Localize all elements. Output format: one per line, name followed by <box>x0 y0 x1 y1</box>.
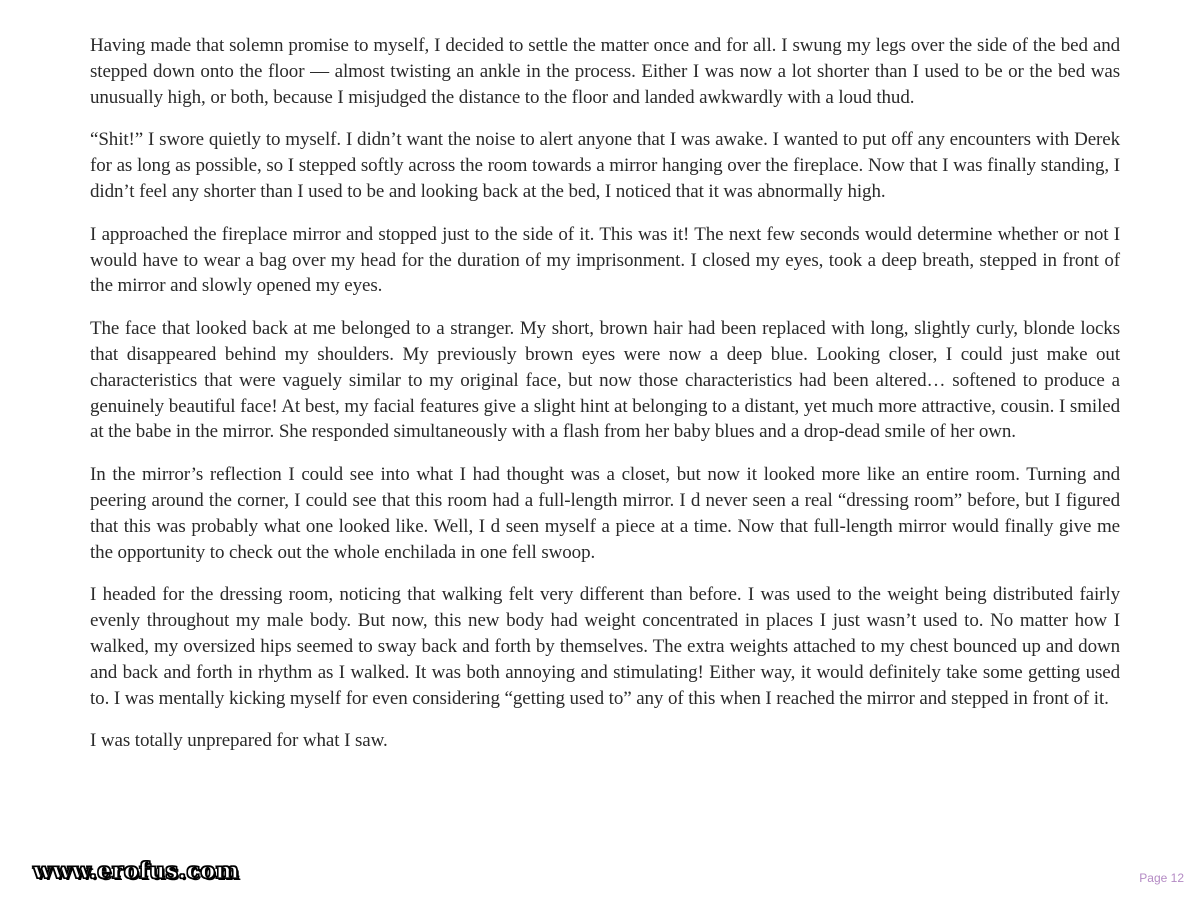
site-watermark: www.erofus.com <box>33 858 240 884</box>
paragraph-4: The face that looked back at me belonged to a stranger. My short, brown hair had been replaced with long, slightly curly, blonde locks that disappeared behind my shoulders. My previously brown eyes were now a deep blue. Looking closer, I could just make out characteristics that were vaguely similar to my original face, but now those characteristics had been altered… softened to produce a genuinely beautiful face! At best, my facial features give a slight hint at belonging to a distant, yet much more attractive, cousin. I smiled at the babe in the mirror. She responded simultaneously with a flash from her baby blues and a drop-dead smile of her own. <box>90 318 1120 443</box>
paragraph-7: I was totally unprepared for what I saw. <box>90 730 388 752</box>
paragraph-3: I approached the fireplace mirror and stopped just to the side of it. This was it! The next few seconds would determine whether or not I would have to wear a bag over my head for the duration of my imprisonment. I closed my eyes, took a deep breath, stepped in front of the mirror and slowly opened my eyes. <box>90 223 1120 297</box>
page-number: Page 12 <box>1139 871 1184 885</box>
paragraph-6: I headed for the dressing room, noticing that walking felt very different than before. I was used to the weight being distributed fairly evenly throughout my male body. But now, this new body had weight concentrated in places I just wasn’t used to. No matter how I walked, my oversized hips seemed to sway back and forth by themselves. The extra weights attached to my chest bounced up and down and back and forth in rhythm as I walked. It was both annoying and stimulating! Either way, it would definitely take some getting used to. I was mentally kicking myself for even considering “getting used to” any of this when I reached the mirror and stepped in front of it. <box>90 584 1120 709</box>
paragraph-5: In the mirror’s reflection I could see into what I had thought was a closet, but now it looked more like an entire room. Turning and peering around the corner, I could see that this room had a full-length mirror. I d never seen a real “dressing room” before, but I figured that this was probably what one looked like. Well, I d seen myself a piece at a time. Now that full-length mirror would finally give me the opportunity to check out the whole enchilada in one fell swoop. <box>90 464 1120 563</box>
paragraph-2: “Shit!” I swore quietly to myself. I didn’t want the noise to alert anyone that I was awake. I wanted to put off any encounters with Derek for as long as possible, so I stepped softly across the room towards a mirror hanging over the fireplace. Now that I was finally standing, I didn’t feel any shorter than I used to be and looking back at the bed, I noticed that it was abnormally high. <box>90 129 1120 202</box>
paragraph-1: Having made that solemn promise to myself, I decided to settle the matter once and for all. I swung my legs over the side of the bed and stepped down onto the floor — almost twisting an ankle in the process. Either I was now a lot shorter than I used to be or the bed was unusually high, or both, because I misjudged the distance to the floor and landed awkwardly with a loud thud. <box>90 35 1120 108</box>
document-page <box>90 33 1120 771</box>
